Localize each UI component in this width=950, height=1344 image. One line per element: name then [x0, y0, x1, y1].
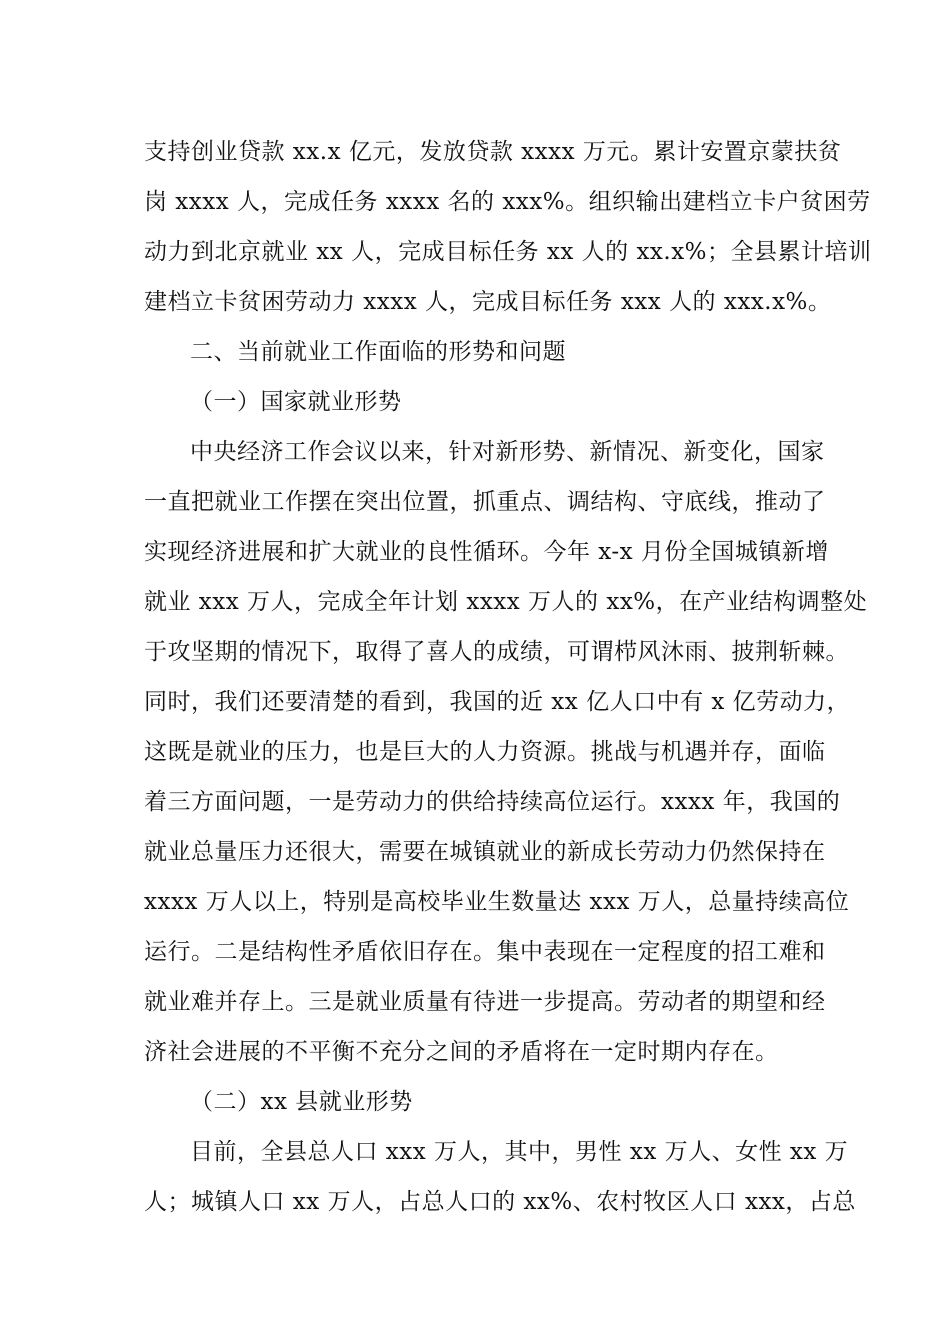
paragraph-line: 这既是就业的压力，也是巨大的人力资源。挑战与机遇并存，面临 [144, 739, 826, 765]
paragraph-line: 支持创业贷款 xx.x 亿元，发放贷款 xxxx 万元。累计安置京蒙扶贫 [144, 139, 842, 165]
paragraph-line: 就业 xxx 万人，完成全年计划 xxxx 万人的 xx%，在产业结构调整处 [144, 589, 868, 615]
paragraph-line: 着三方面问题，一是劳动力的供给持续高位运行。xxxx 年，我国的 [144, 789, 841, 815]
paragraph-line: 就业难并存上。三是就业质量有待进一步提高。劳动者的期望和经 [144, 989, 826, 1015]
paragraph-line: xxxx 万人以上，特别是高校毕业生数量达 xxx 万人，总量持续高位 [144, 889, 850, 915]
paragraph-line: 运行。二是结构性矛盾依旧存在。集中表现在一定程度的招工难和 [144, 939, 826, 965]
paragraph-line: 岗 xxxx 人，完成任务 xxxx 名的 xxx%。组织输出建档立卡户贫困劳 [144, 189, 871, 215]
paragraph-line: 济社会进展的不平衡不充分之间的矛盾将在一定时期内存在。 [144, 1039, 779, 1065]
subsection-heading: （二）xx 县就业形势 [190, 1089, 413, 1115]
paragraph-line: 于攻坚期的情况下，取得了喜人的成绩，可谓栉风沐雨、披荆斩棘。 [144, 639, 849, 665]
paragraph-line: 一直把就业工作摆在突出位置，抓重点、调结构、守底线，推动了 [144, 489, 826, 515]
subsection-heading: （一）国家就业形势 [190, 389, 402, 415]
paragraph-line: 同时，我们还要清楚的看到，我国的近 xx 亿人口中有 x 亿劳动力， [144, 689, 851, 715]
paragraph-line: 建档立卡贫困劳动力 xxxx 人，完成目标任务 xxx 人的 xxx.x%。 [144, 289, 832, 315]
paragraph-line: 就业总量压力还很大，需要在城镇就业的新成长劳动力仍然保持在 [144, 839, 826, 865]
paragraph-line: 目前，全县总人口 xxx 万人，其中，男性 xx 万人、女性 xx 万 [190, 1139, 849, 1165]
paragraph-line: 人；城镇人口 xx 万人，占总人口的 xx%、农村牧区人口 xxx，占总 [144, 1189, 856, 1215]
paragraph-line: 实现经济进展和扩大就业的良性循环。今年 x-x 月份全国城镇新增 [144, 539, 829, 565]
section-heading: 二、当前就业工作面临的形势和问题 [190, 339, 566, 365]
paragraph-line: 动力到北京就业 xx 人，完成目标任务 xx 人的 xx.x%；全县累计培训 [144, 239, 872, 265]
paragraph-line: 中央经济工作会议以来，针对新形势、新情况、新变化，国家 [190, 439, 825, 465]
